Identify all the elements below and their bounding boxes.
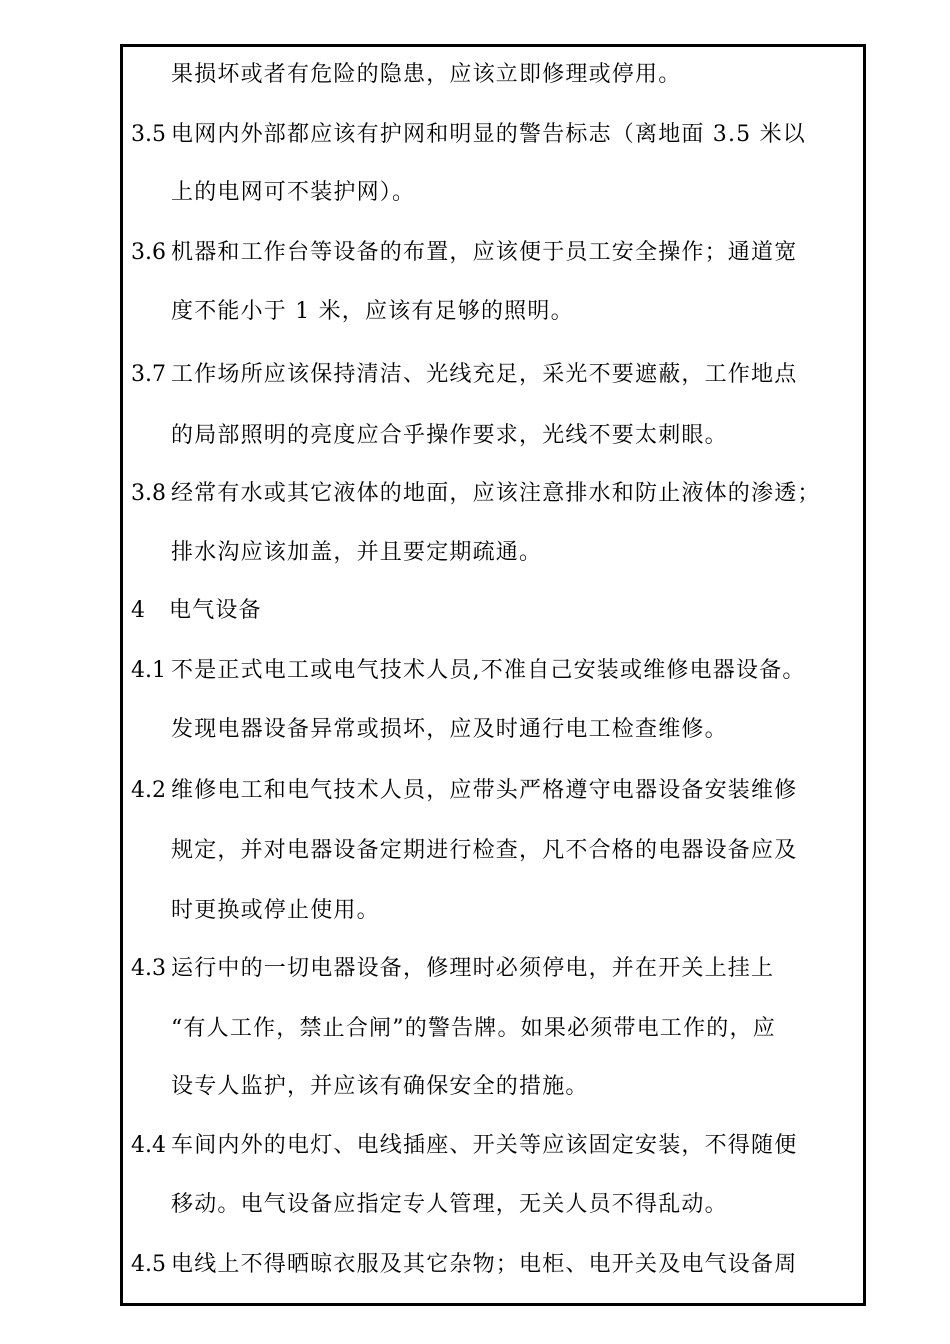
clause-text: 经常有水或其它液体的地面，应该注意排水和防止液体的渗透；	[171, 481, 821, 506]
clause-text: 果损坏或者有危险的隐患，应该立即修理或停用。	[171, 62, 682, 87]
clause-text: 排水沟应该加盖，并且要定期疏通。	[171, 540, 543, 565]
clause-text: 电线上不得晒晾衣服及其它杂物；电柜、电开关及电气设备周	[171, 1252, 798, 1277]
clause-number: 3.7	[131, 362, 166, 387]
clause-text: 机器和工作台等设备的布置，应该便于员工安全操作；通道宽	[171, 240, 798, 265]
clause-text: 规定，并对电器设备定期进行检查，凡不合格的电器设备应及	[171, 838, 798, 863]
clause-number: 3.6	[131, 240, 166, 265]
clause-text: “有人工作，禁止合闸”的警告牌。如果必须带电工作的，应	[171, 1016, 776, 1041]
document-frame	[120, 44, 866, 1306]
clause-text: 上的电网可不装护网）。	[171, 180, 416, 205]
clause-text: 运行中的一切电器设备，修理时必须停电，并在开关上挂上	[171, 956, 775, 981]
clause-number: 4.3	[131, 956, 166, 981]
clause-text: 移动。电气设备应指定专人管理，无关人员不得乱动。	[171, 1192, 728, 1217]
clause-text: 时更换或停止使用。	[171, 898, 380, 923]
section-number: 4	[131, 598, 145, 623]
clause-number: 4.5	[131, 1252, 166, 1277]
clause-text: 度不能小于 1 米，应该有足够的照明。	[171, 299, 574, 324]
clause-number: 3.5	[131, 122, 166, 147]
clause-text: 发现电器设备异常或损坏，应及时通行电工检查维修。	[171, 717, 728, 742]
clause-text: 不是正式电工或电气技术人员,不准自己安装或维修电器设备。	[171, 658, 806, 683]
clause-text: 的局部照明的亮度应合乎操作要求，光线不要太刺眼。	[171, 423, 728, 448]
clause-text: 维修电工和电气技术人员，应带头严格遵守电器设备安装维修	[171, 778, 798, 803]
section-title: 电气设备	[169, 598, 262, 623]
clause-number: 4.1	[131, 658, 166, 683]
clause-number: 4.4	[131, 1133, 166, 1158]
clause-text: 车间内外的电灯、电线插座、开关等应该固定安装，不得随便	[171, 1133, 798, 1158]
clause-text: 工作场所应该保持清洁、光线充足，采光不要遮蔽，工作地点	[171, 362, 798, 387]
clause-text: 设专人监护，并应该有确保安全的措施。	[171, 1074, 589, 1099]
clause-number: 4.2	[131, 778, 166, 803]
clause-number: 3.8	[131, 481, 166, 506]
clause-text: 电网内外部都应该有护网和明显的警告标志（离地面 3.5 米以	[171, 122, 806, 147]
